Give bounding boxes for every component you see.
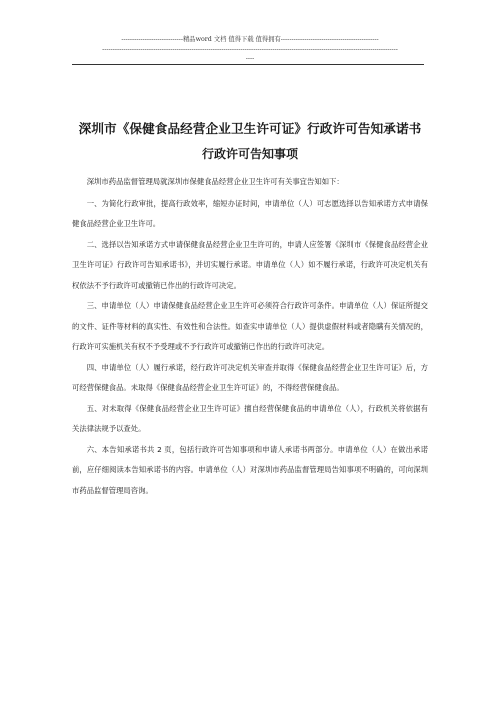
document-body [72,172,428,501]
header-watermark-line: -----------------------------精品word 文档 值得下载 值得拥有---------------------------------------------- [121,36,379,43]
header-dash-tail: ---- [245,55,255,62]
intro-paragraph: 深圳市药品监督管理局就深圳市保健食品经营企业卫生许可有关事宜告知如下： [86,177,344,186]
paragraph-6: 六、本告知承诺书共 2 页，包括行政许可告知事项和申请人承诺书两部分。申请单位（人）在做出承诺前，应仔细阅读本告知承诺书的内容。申请单位（人）对深圳市药品监督管理局告知事项不明确的，可向深圳市药品监督管理局咨询。 [72,444,428,495]
header-rule [72,64,424,65]
paragraph-1: 一、为简化行政审批，提高行政效率，缩短办证时间，申请单位（人）可志愿选择以告知承诺方式申请保健食品经营企业卫生许可。 [72,198,428,228]
paragraph-2: 二、选择以告知承诺方式申请保健食品经营企业卫生许可的，申请人应签署《深圳市《保健食品经营企业卫生许可证》行政许可告知承诺书》，并切实履行承诺。申请单位（人）如不履行承诺，行政许可决定机关有权依法不予行政许可或撤销已作出的行政许可决定。 [72,239,428,290]
paragraph-5: 五、对未取得《保健食品经营企业卫生许可证》擅自经营保健食品的申请单位（人），行政机关将依据有关法律法规予以查处。 [72,403,428,433]
paragraph-3: 三、申请单位（人）申请保健食品经营企业卫生许可必须符合行政许可条件。申请单位（人）保证所提交的文件、证件等材料的真实性、有效性和合法性。如查实申请单位（人）提供虚假材料或者隐瞒有关情况的，行政许可实施机关有权不予受理或不予行政许可或撤销已作出的行政许可决定。 [72,301,428,351]
document-title: 深圳市《保健食品经营企业卫生许可证》行政许可告知承诺书 [78,121,422,136]
paragraph-4: 四、申请单位（人）履行承诺，经行政许可决定机关审查并取得《保健食品经营企业卫生许可证》后，方可经营保健食品。未取得《保健食品经营企业卫生许可证》的，不得经营保健食品。 [72,362,428,392]
header-dash-line: ------------------------------------------------------------------------------------------------------------------------------------------- [102,46,398,53]
document-subtitle: 行政许可告知事项 [201,147,298,161]
